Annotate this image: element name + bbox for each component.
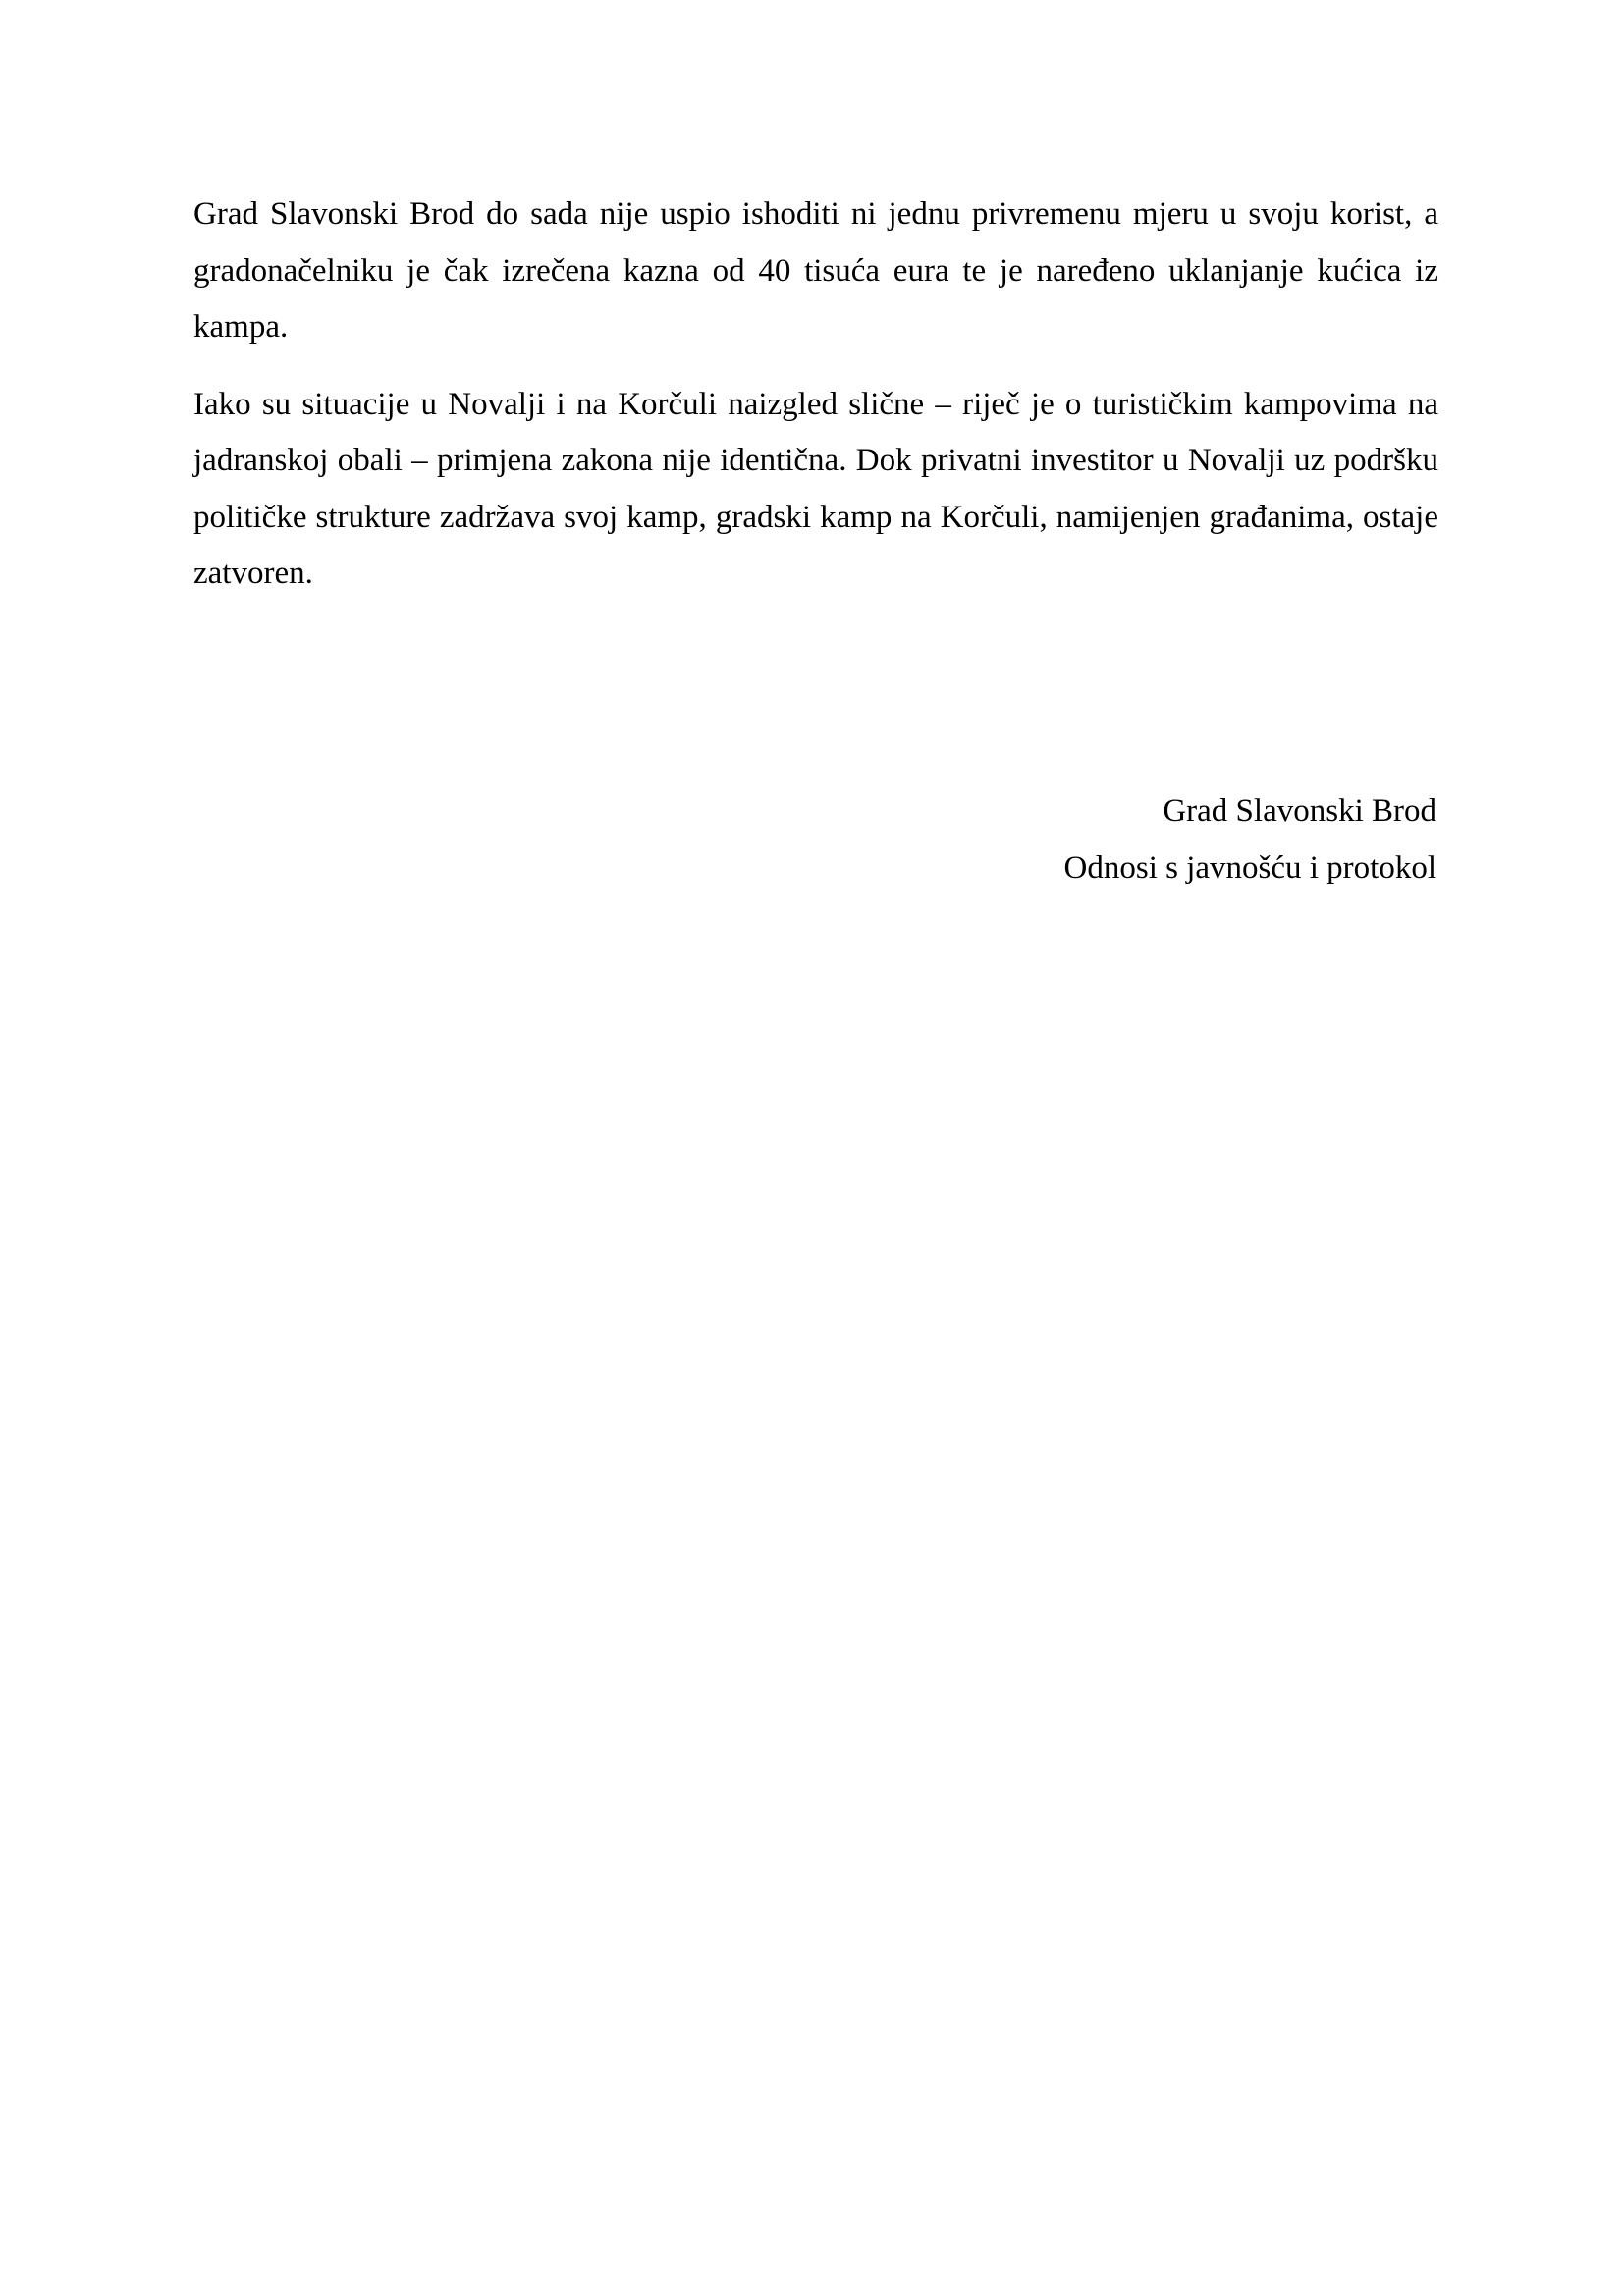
signature-department: Odnosi s javnošću i protokol	[1063, 849, 1436, 885]
document-body	[193, 187, 1438, 623]
signature-block	[1064, 783, 1436, 896]
paragraph-2: Iako su situacije u Novalji i na Korčuli naizgled slične – riječ je o turističkim kampovima na jadranskoj obali – primjena zakona nije identična. Dok privatni investitor u Novalji uz podršku političke strukture zadržava svoj kamp, gradski kamp na Korčuli, namijenjen građanima, ostaje zatvoren.	[193, 386, 1438, 591]
paragraph-1: Grad Slavonski Brod do sada nije uspio ishoditi ni jednu privremenu mjeru u svoju korist, a gradonačelniku je čak izrečena kazna od 40 tisuća eura te je naređeno uklanjanje kućica iz kampa.	[193, 196, 1438, 345]
signature-organization: Grad Slavonski Brod	[1163, 793, 1436, 828]
